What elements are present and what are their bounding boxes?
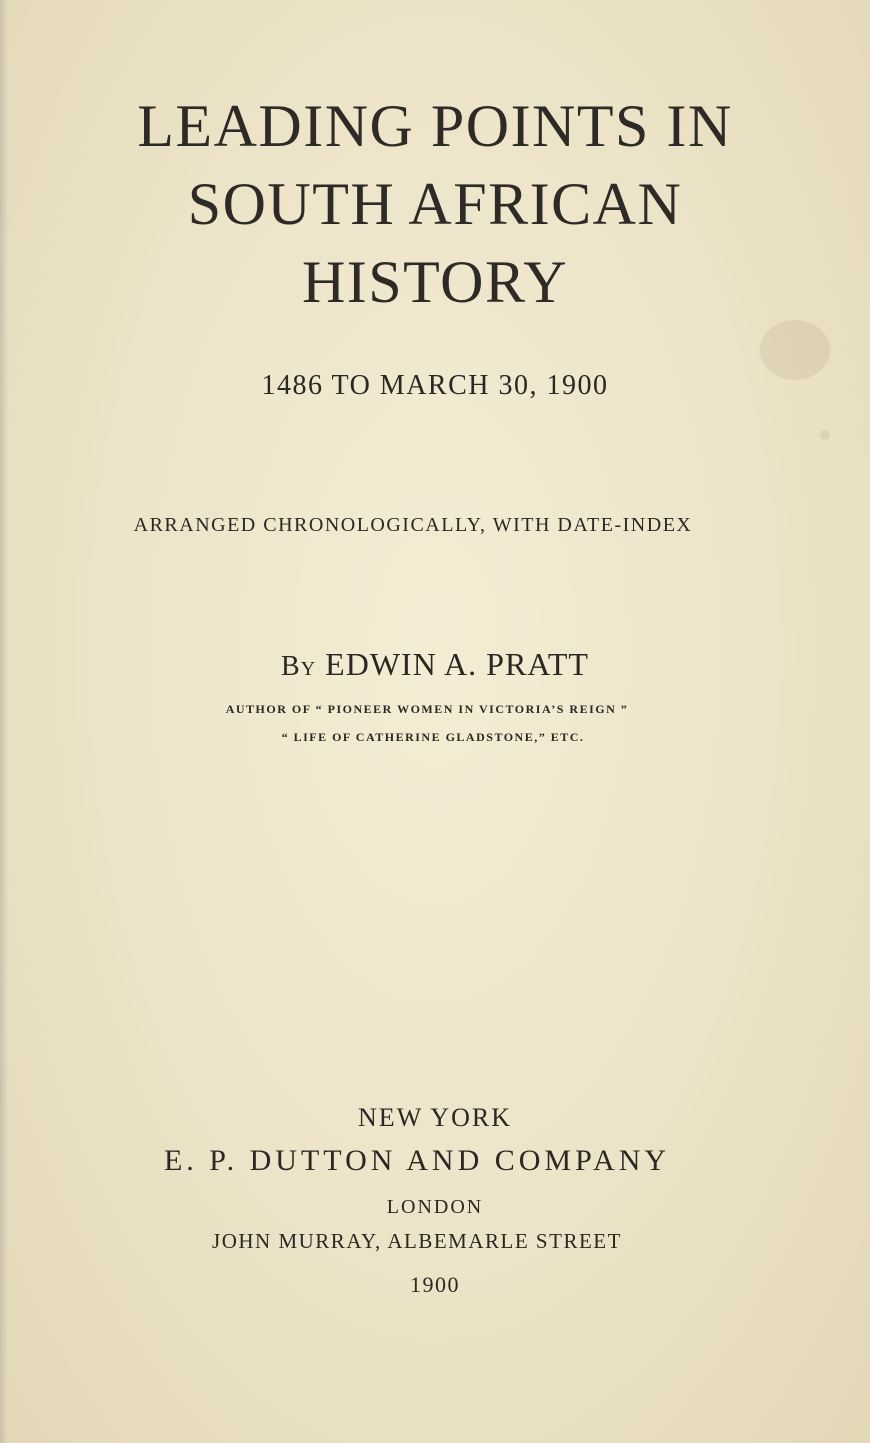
book-title-line-3: HISTORY	[301, 249, 569, 315]
imprint-publisher-2: JOHN MURRAY, ALBEMARLE STREET	[212, 1229, 622, 1253]
imprint-city-1: NEW YORK	[358, 1103, 512, 1132]
author-credit-line-2: “ LIFE OF CATHERINE GLADSTONE,” ETC.	[281, 730, 585, 744]
date-range-subtitle: 1486 TO MARCH 30, 1900	[261, 370, 609, 401]
arrangement-note: ARRANGED CHRONOLOGICALLY, WITH DATE-INDEX	[133, 514, 693, 536]
imprint-year: 1900	[410, 1272, 460, 1297]
author-byline	[0, 646, 870, 683]
by-word: By	[281, 651, 317, 682]
book-title-line-2: SOUTH AFRICAN	[187, 171, 683, 237]
imprint-city-2: LONDON	[386, 1196, 484, 1218]
book-title-line-1: LEADING POINTS IN	[137, 93, 733, 159]
imprint-publisher-1: E. P. DUTTON AND COMPANY	[163, 1144, 671, 1177]
author-credit-line-1: AUTHOR OF “ PIONEER WOMEN IN VICTORIA’S REIGN ”	[225, 702, 629, 716]
paper-stain	[820, 430, 830, 440]
author-name: EDWIN A. PRATT	[325, 646, 589, 682]
